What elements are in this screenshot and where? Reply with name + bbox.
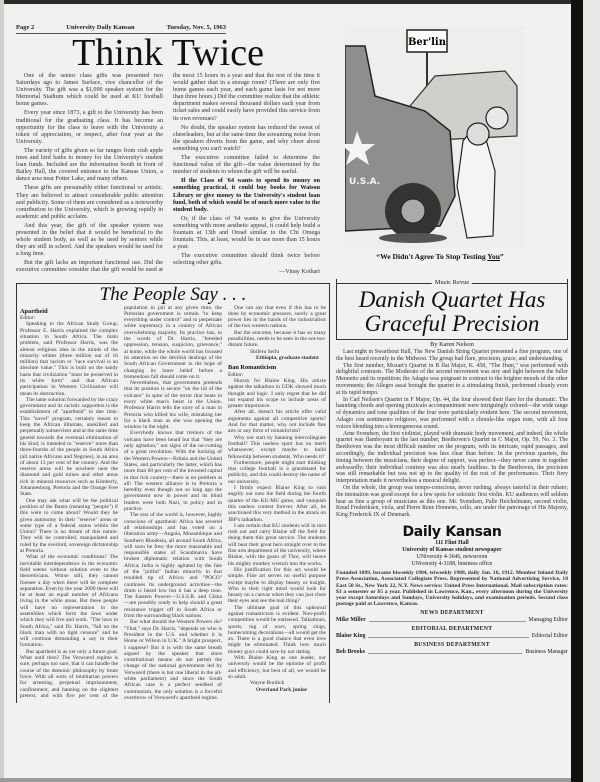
editorial-paragraph: These gifts are presumably either functional or artistic. They are believed to attract considerable public attention and publicity. Some of them are considered as a noteworthy contribution to the University, which is growing rapidly in academic and public acclaim. [16,185,163,220]
editorial-paragraph: The executive committee should think twice before selecting other gifts. [173,253,320,267]
dept-editorial [336,626,568,640]
page-bottom-edge [0,778,571,782]
letter-paragraph: The rest of the world is, however, highly conscious of apartheid: Africa has severed all relationships and has voted on a liberation army—Angola, Mozambique and Southern Rhodesia, all around South Africa, will soon be free; the more reasonable and responsible states of Scandinavia have broken diplomatic relation with South Africa; India is highly agitated by the fate of the "pitiful" Indian minority in that troubled tip of Africa; and "POCO" continues its underground activities—the drum is heard low but it has a deep tone. The Eastern Powers—U.S.S.R. and China—are possibly ready to help should a great resistance trigger off in South Africa or from the surrounding black nations. [124,512,222,620]
masthead [336,524,568,568]
masthead-address: 111 Flint Hall [435,539,469,546]
adjacent-page-edge [583,0,600,782]
leader-line [369,621,526,622]
hammer-sickle-emblem [486,107,508,129]
letter-paragraph: Hurray for Blaine King. His article against the talkathon in UDK showed much thought and logic. I only regret that he did not expand his scope to include areas of greater importance. [228,378,326,410]
music-headline: Danish Quartet Has Graceful Precision [358,287,546,336]
editorial-paragraph: The variety of gifts given so far ranges from crab apple trees and bird baths to money for the University's student loan funds. Included are the information booth in front of Bailey Hall, the covered entrance to the Kansas Union, a dance area near Potter Lake, and many others. [16,147,163,183]
editorial-signature: —Vinay Kothari [279,269,320,276]
letter-paragraph: The ultimate goal of this upheaval against romanticism is evident. Non-profit competition would be outlawed. Talkathons, sports, tug of wars, spring sings, homecoming decorations—all would get the ax. There is a good chance that even love might be eliminated. Think how much money guys could save by not dating. [228,604,326,655]
leader-line [368,637,528,638]
letter-paragraph: Speaking to the African Study Group, Professor E. Harris explained the complex situation in South Africa. The main problem, said Professor Harris, was the almost religious idea in the minds of the minority whites (three million out of 16 million) that racism or "race survival is an absolute value." This is built on the sandy basis that civilization "must be preserved in its white form" and that African participation in Western Civilization will mean its destruction. [20,321,118,397]
page-left-edge [0,0,4,782]
editorial-body [16,73,320,277]
staff-name: Mike Miller [336,616,366,623]
letter-salutation: Editor: [228,371,244,378]
editorial-paragraph: The executive committee failed to determine the functional value of the gift—the value determined by the number of students to whom the gift will be useful. [173,155,320,176]
review-paragraph: On the whole, the group was tempo-conscious, never rushing, always tasteful in their rubato; the intonation was good except for a few spots for soloistic first violin. KU audiences will seldom hear as fine a group of musicians as this one. Mr. Svendsen, Palle Heichelmann, second violin, Knud Frederiksen, viola, and Pierre Rene Honnens, cello, are under the patronage of His Majesty, King Frederick IX of Denmark. [336,484,568,519]
letter-paragraph: His justification for this act would be simple. Fine art serves no useful purpose except maybe to display beauty or insight. Who in their right mind would look for beauty on a canvas when they can just close their eyes and see the real thing? [228,566,326,605]
letter-paragraph: With Blaine King as one leader, our university would be the epitome of profit and efficiency, but best of all, we would be so adult. [228,655,326,680]
review-paragraph: Last night in Swarthout Hall, The New Danish String Quartet presented a fine program, one of the best heard recently in the Midwest. The group had flare, precision, grace, and understanding. [336,349,568,362]
letters-box [16,283,330,704]
caption-text: “We Didn't Agree To Stop Testing [376,252,488,261]
music-byline: By Karen Nelson [430,341,474,348]
dept-business [336,642,568,656]
letter-signer: Wayne Burdick [250,680,285,687]
letter-paragraph: One may ask what will be the political position of the Bantu (meaning "people") if this were to come about? Would they be given autonomy in their "reserve" areas or some type of a federal status within the Union? There is no dream of this nature. They will be controlled, manipulated and ruled by the overlord, sovereign dictatorship at Pretoria. [20,497,118,555]
letter-paragraph: What of the economic conditions? The inevitable interdependence in the economic field seems without solution even to the theoreticians. Worse still, they cannot foresee a day when there will be complete separation. Even by the year 2000 there will be at least an equal number of Africans living in the white areas. But these people will have no representation in the assemblies which form the laws under which they will live and work. "The laws in South Africa," said Dr. Harris, "fall on the black man with no light censure" and he will continue demanding a say in their formation. [20,554,118,649]
caption-quote: ” [499,252,504,261]
letter-paragraph: The lame solution forwarded by the crazy government and its racistic supporters is the establishment of "apartheid" in due time. This "novel" program, certainly meant to keep the African illiterate, unskilled and perpetually subservient and at the same time geared towards the eventual elimination of his kind, is intended to "reserve" more than three-fourths of the people in South Africa (all native Africans and Negroes), in an area of about 13 per cent of the country. And the reserve areas will be nowhere near the diamond and gold mines and other areas rich in mineral resources such as Kimberly, Johannesburg, Pretoria and the Orange Free State. [20,396,118,498]
review-paragraph: The first number, Mozart's Quartet in B flat Major, K. 458, "The Hunt," was performed with delightful contrasts. The Moderato of the second movement was airy and light between the fuller Menuetto and its repetition; the Adagio was poignant in contrast to the brighter moods of the other movements; the Allegro assai brought the quartet to a stimulating finish, performed cleanly even at its rapid tempo. [336,362,568,396]
music-headline-box [336,279,568,340]
music-review-body [336,349,568,519]
review-paragraph: In Carl Neilsen's Quartet in F Major, Op. 44, the four showed their flare for the dramatic. The haunting chords and opening pizzicato accompaniment were intriguingly colored—the wide range of dynamics and tone qualities of the four were particularly evident here. The second movement, Adagio con sentimento religioso, was performed with a chorale-like organ tone, with all four voices blending into a homogeneous sound. [336,396,568,430]
letter-paragraph: Why not start by banning intercollegiate football? This useless sport has no merit whatsoever, except maybe to build fellowship between students. Who needs it? [228,434,326,460]
issue-date: Tuesday, Nov. 5, 1963 [166,24,226,31]
page-top-edge [0,0,600,4]
letter-paragraph: But what should the Western Powers do? "That," says Dr. Harris, "depends on who is President in the U.S. and whether it is Home or Wilson in U.K." A bright prospect, I suppose? But it is with the same breath argued by the speaker that since constitutional means do not permit the change of the national government led by Verwoerd (there is but one liberal in the all-white parliament) and since the South African case is a perfect seedbed of communism, the only solution is a forceful overthrow of Verwoerd's apartheid regime. [124,619,222,701]
cartoon-caption [335,252,545,261]
editorial-paragraph: Or, if the class of '64 wants to give the University something with more aesthetic appeal, it could help build a fountain at 13th and Oread similar to the Chi Omega fountain. This, at least, would be in use more than 15 hours a year. [173,215,320,251]
masthead-tagline: University of Kansas student newspaper [402,546,502,553]
review-paragraph: Arne Svendsen, the first violinist, played with dramatic body movement, and indeed, the whole quartet was flamboyant in the last number, Beethoven's Quartet in C Major, Op. 59, No. 3. The Beethoven was the most difficult number on the program, with its intricate, rapid passages, and accordingly, the individual precision was less clear than before. In the previous quartets, the timing between the musicians, their degree of rapport, was perfect—they never came in together awkwardly; their individual courtesy was also nearly faultless. In the Beethoven, the precision was still remarkable but was not up to the quality of the rest of the performance. Their fiery interpretation made it nevertheless a musical delight. [336,430,568,485]
usa-marking: U.S.A. [349,177,381,187]
letter-paragraph: After all, doesn't his article offer valid arguments against all competitive sports? And for that matter, why not include fine arts or any form of romanticism? [228,409,326,435]
letters-body [20,305,326,702]
editorial-paragraph: One of the senior class gifts was presented two Saturdays ago to James Surface, vice chancellor of the University. The gift was a $1,000 speaker system for the Memorial Stadium which could be used at KU football home games. [16,73,163,108]
right-column [336,279,568,656]
letter-signer-detail: Ethiopia, graduate student [256,354,319,361]
staff-name: Bob Brooks [336,648,366,655]
letter-heading: Ban Romanticism [228,364,277,372]
leader-line [368,653,522,654]
letters-title: The People Say . . . [99,283,247,305]
masthead-statement: Founded 1889, became biweekly 1904, triweekly 1908, daily Jan. 16, 1912. Member Inland Daily Press Association, Associated Collegiate Press. Represented by National Advertising Service, 18 East 50 St., New York 22, N.Y. News service: United Press International. Mail subscription rates: $3 a semester or $5 a year. Published in Lawrence, Kan., every afternoon during the University year except Saturdays and Sundays, University holidays, and examination periods. Second class postage paid at Lawrence, Kansas. [336,569,568,608]
letter-paragraph: But the outcome, because it has so many possibilities, needs to be seen in the not-too-distant future. [228,329,326,349]
editorial-paragraph: And this year, the gift of the speaker system was presented in the belief that it would be beneficial to the whole student body, as well as be used by seniors while they are still in school. And the speakers would be used for a long time. [16,222,163,258]
berlin-sign-text: Ber'lin [407,37,447,48]
music-revue-label: Music Revue [432,279,472,287]
letter-paragraph: Nevertheless, that government pretends that its position is secure "on the lid of the volcano" in spite of the terror that beats in every white man's heart in the Union. Professor Harris tells the story of a man in Pretoria who killed his wife, mistaking her for a black man as she was opening the window in the night. [124,380,222,431]
letter-signer: Shiferu Seifu [250,348,280,355]
editorial-title: Think Twice [72,32,264,74]
letter-paragraph: But apartheid is as yet only a future goal. What until then? The Verwoerd regime is sure, perhaps too sure, that it can handle the course of the demonic philosophy by brute force. With all sorts of totalitarian powers for arresting, perpetual imprisonment, confinement, and banning on the slightest pretext, and with five per cent of the population in jail at any given time, the Pretorian government is certain "to keep everything under control" and to perpetuate white supremacy in a country of African overwhelming majority. Its practice has, in the words of Dr. Harris, "breeded oppression, tension, suspicion, grievance," at home, while the whole world has focused its attention on the devilish dealings of the South African Government in the hope of changing its inner belief before a tremendous fall should come on it. [20,304,222,699]
letter-heading: Apartheid [20,307,48,315]
staff-name: Blaine King [336,632,366,639]
editorial-cartoon [345,26,525,248]
dept-heading: BUSINESS DEPARTMENT [414,641,490,648]
letter-salutation: Editor: [20,315,36,322]
staff-role: Editorial Editor [531,632,568,639]
letter-paragraph: I am certain that KU students will in turn rush out and carry Blaine off the field for doing them this great service. The students will bear their great hero straight over to the fine arts department of the university, where Blaine, with the gusto of Thor, will heave his mighty monkey wrench into the works. [228,522,326,567]
editorial-paragraph: Every year since 1873, a gift to the University has been traditional for the graduating class. It has become an opportunity for the class to leave with the University a token of appreciation, or respect, after four year at the University. [16,110,163,145]
masthead-phone-business: UNiversity 4-3188, business office [411,560,493,567]
letter-paragraph: Everybody knows that tremors of the volcano have been heard but that "they are only agitation," not signs of the on-coming of a great revolution. With the backing of the Western Powers—Britain and the United States, and particularly the latter, which has more than 60 per cent of the invested capital in that rich country—there is no problem at all! The western alliance is to Pretoria a heredity even though not so long ago the government now in power and its blind leaders were both Nazi, in policy and in practice. [124,430,222,513]
page-number: Page 2 [16,24,35,31]
letter-paragraph: One can say that even if this has to be done by economic pressure, surely a great power lies in the hands of the industrialists of the two western nations. [228,304,326,330]
letter-signer-detail: Overland Park junior [256,686,308,693]
dept-heading: NEWS DEPARTMENT [420,609,484,616]
caption-emphasis: You [487,252,500,261]
left-column [16,24,330,703]
dept-news [336,610,568,624]
masthead-logo: Daily Kansan [402,523,502,540]
staff-role: Business Manager [525,648,568,655]
dept-heading: EDITORIAL DEPARTMENT [411,625,493,632]
paper-name: University Daily Kansan [66,24,135,31]
editorial-paragraph: If the Class of '64 wants to spend its money on something practical, it could buy books for Watson Library or give money to the University's student loan fund, both of which would be of much more value to the student body. [173,178,320,213]
letter-paragraph: Furthermore, people might start thinking that college football is a grandstand for publicity, and this could destroy the name of our university. [228,459,326,485]
editorial-paragraph: But the gift lacks an important functional use. Did the executive committee consider that the gift would be used at the most 15 hours in a year and that the rest of the time it would gather dust in a storage room? (There are only five home games each year, and each game lasts for not more than three hours.) Did the committee realize that the athletic department makes several thousand dollars each year from ticket sales and could easily have provided this service from its own revenues? [16,73,320,274]
letter-paragraph: I firmly expect Blaine King to rush angrily out onto the field during the fourth quarter of the KU-MU game, and vanquish this useless contest forever. After all, he sanctioned this very method in the attack on JBP's talkathon. [228,485,326,523]
masthead-phone-news: UNiversity 4-3646, newsroom [416,553,488,560]
editorial-paragraph: No doubt, the speaker system has reduced the sweat of cheerleaders, but at the same time the screaming noise from the speakers diverts from the game, and why cheer about something you can't watch? [173,124,320,152]
staff-role: Managing Editor [528,616,568,623]
page-gutter [571,0,583,782]
